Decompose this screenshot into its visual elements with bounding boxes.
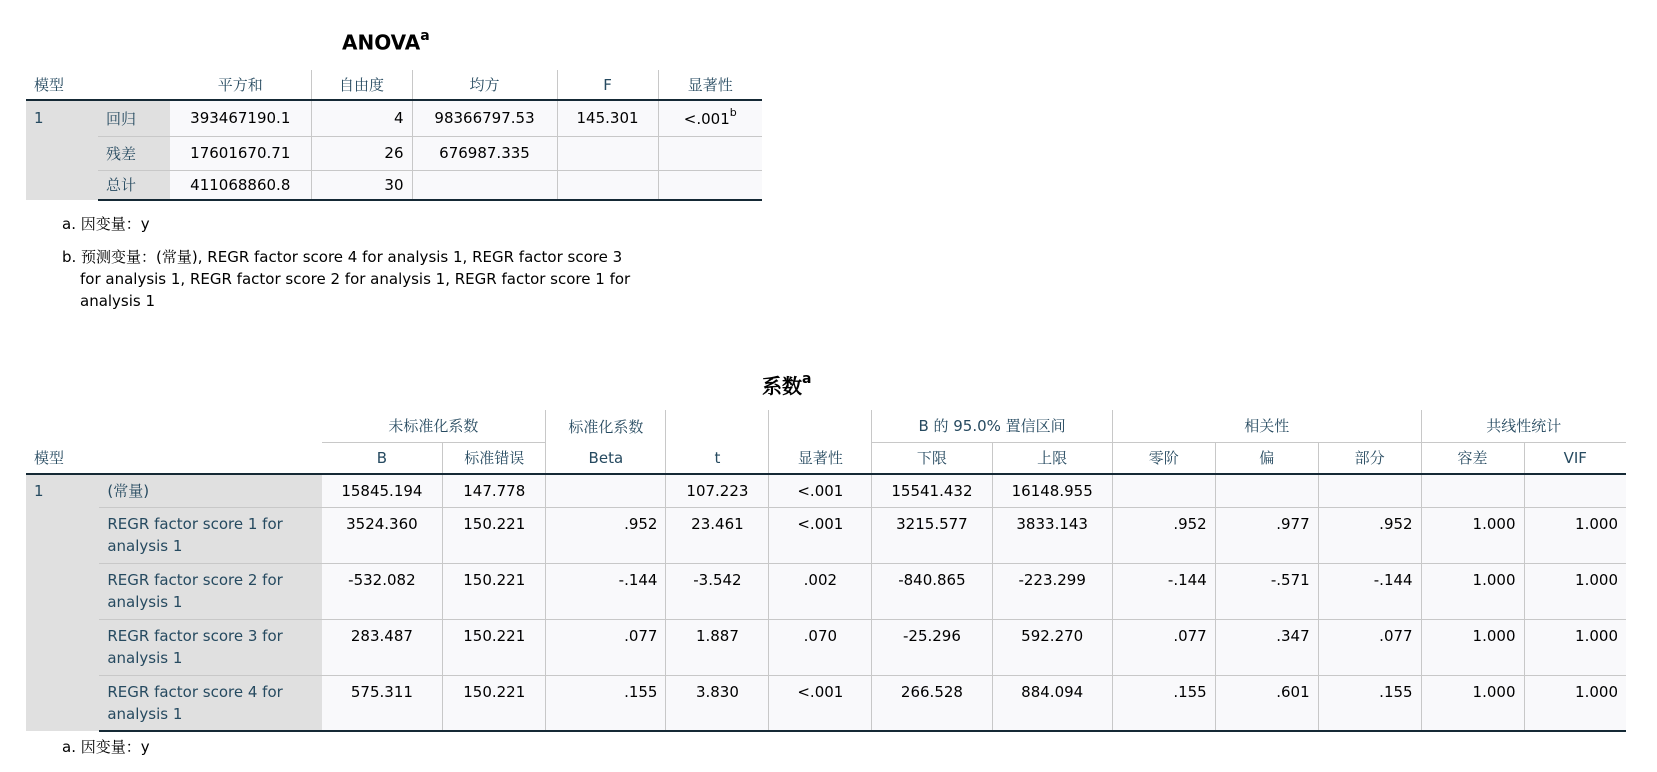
table-row bbox=[26, 170, 762, 200]
anova-title-text: ANOVA bbox=[342, 30, 421, 55]
cell-tol: 1.000 bbox=[1421, 619, 1524, 675]
cell-sig bbox=[658, 100, 762, 136]
coef-title-text: 系数 bbox=[762, 374, 802, 398]
anova-footnote-b-line2: for analysis 1, REGR factor score 2 for analysis 1, REGR factor score 1 for bbox=[80, 270, 631, 288]
cell-se: 150.221 bbox=[443, 675, 546, 731]
cell-se: 147.778 bbox=[443, 474, 546, 507]
row-label bbox=[99, 675, 321, 731]
cell-zero: .952 bbox=[1112, 507, 1215, 563]
table-row bbox=[26, 474, 1626, 507]
cell-zero: .155 bbox=[1112, 675, 1215, 731]
cell-t: 1.887 bbox=[666, 619, 769, 675]
coef-group-unstd: 未标准化系数 bbox=[388, 417, 479, 436]
anova-model-number: 1 bbox=[26, 100, 98, 200]
cell-partial: .347 bbox=[1215, 619, 1318, 675]
cell-beta: .952 bbox=[546, 507, 666, 563]
cell-lower: 3215.577 bbox=[872, 507, 992, 563]
cell-partial: .977 bbox=[1215, 507, 1318, 563]
coef-footnote-a: a. 因变量：y bbox=[62, 738, 150, 756]
coef-header-sig: 显著性 bbox=[769, 442, 872, 474]
anova-header-ss: 平方和 bbox=[217, 76, 263, 94]
cell-ss: 17601670.71 bbox=[170, 136, 311, 170]
cell-sig: .070 bbox=[769, 619, 872, 675]
anova-title-footnote: a bbox=[420, 28, 430, 44]
cell-vif: 1.000 bbox=[1524, 675, 1626, 731]
anova-footnote-a: a. 因变量：y bbox=[62, 215, 150, 233]
coef-header-vif: VIF bbox=[1524, 442, 1626, 474]
anova-table bbox=[26, 70, 762, 201]
cell-upper: 3833.143 bbox=[992, 507, 1112, 563]
coef-header-t: t bbox=[666, 442, 769, 474]
table-row bbox=[26, 563, 1626, 619]
cell-sig: .002 bbox=[769, 563, 872, 619]
cell-sig-footnote: b bbox=[729, 106, 737, 120]
cell-f bbox=[557, 136, 658, 170]
coef-group-empty bbox=[26, 410, 322, 442]
coef-group-collin: 共线性统计 bbox=[1421, 410, 1626, 442]
anova-header-f: F bbox=[557, 70, 658, 100]
coef-header-b: B bbox=[322, 442, 443, 474]
cell-b: -532.082 bbox=[322, 563, 443, 619]
coef-group-empty-sig bbox=[769, 410, 872, 442]
cell-b: 15845.194 bbox=[322, 474, 443, 507]
cell-se: 150.221 bbox=[443, 507, 546, 563]
coef-header-zero: 零阶 bbox=[1112, 442, 1215, 474]
row-label bbox=[99, 507, 321, 563]
cell-vif: 1.000 bbox=[1524, 507, 1626, 563]
coef-model-number: 1 bbox=[26, 474, 99, 731]
cell-ms bbox=[412, 170, 557, 200]
cell-partial: -.571 bbox=[1215, 563, 1318, 619]
anova-footnote-b-line1: b. 预测变量：(常量), REGR factor score 4 for analysis 1, REGR factor score 3 bbox=[62, 248, 623, 266]
cell-upper: -223.299 bbox=[992, 563, 1112, 619]
coef-group-header-row bbox=[26, 410, 1626, 442]
cell-part: .155 bbox=[1318, 675, 1421, 731]
row-label-line1: REGR factor score 3 for bbox=[107, 626, 283, 645]
table-row bbox=[26, 675, 1626, 731]
cell-beta bbox=[546, 474, 666, 507]
coef-header-partial: 偏 bbox=[1215, 442, 1318, 474]
cell-vif: 1.000 bbox=[1524, 619, 1626, 675]
row-label: 总计 bbox=[98, 170, 170, 200]
table-row bbox=[26, 507, 1626, 563]
table-row bbox=[26, 619, 1626, 675]
cell-upper: 884.094 bbox=[992, 675, 1112, 731]
cell-beta: -.144 bbox=[546, 563, 666, 619]
row-label-line2: analysis 1 bbox=[107, 592, 183, 611]
cell-upper: 592.270 bbox=[992, 619, 1112, 675]
coef-header-part: 部分 bbox=[1318, 442, 1421, 474]
coef-group-std: 标准化系数 bbox=[546, 410, 666, 442]
cell-df: 4 bbox=[311, 100, 412, 136]
cell-t: 107.223 bbox=[666, 474, 769, 507]
row-label-line2: analysis 1 bbox=[107, 704, 183, 723]
cell-t: -3.542 bbox=[666, 563, 769, 619]
cell-beta: .155 bbox=[546, 675, 666, 731]
cell-ms: 98366797.53 bbox=[412, 100, 557, 136]
row-label bbox=[99, 619, 321, 675]
cell-sig bbox=[658, 170, 762, 200]
row-label-line2: analysis 1 bbox=[107, 536, 183, 555]
cell-t: 23.461 bbox=[666, 507, 769, 563]
coef-group-ci: B 的 95.0% 置信区间 bbox=[872, 410, 1113, 442]
cell-sig: <.001 bbox=[769, 675, 872, 731]
cell-f bbox=[557, 170, 658, 200]
row-label: (常量) bbox=[99, 474, 321, 507]
cell-tol: 1.000 bbox=[1421, 675, 1524, 731]
cell-ms: 676987.335 bbox=[412, 136, 557, 170]
anova-title bbox=[342, 30, 430, 55]
coef-header-upper: 上限 bbox=[992, 442, 1112, 474]
anova-header-model: 模型 bbox=[34, 76, 65, 94]
coef-header-tol: 容差 bbox=[1421, 442, 1524, 474]
table-row bbox=[26, 136, 762, 170]
cell-sig-value: <.001 bbox=[683, 110, 730, 129]
cell-part: .077 bbox=[1318, 619, 1421, 675]
cell-ss: 411068860.8 bbox=[170, 170, 311, 200]
coef-header-lower: 下限 bbox=[872, 442, 992, 474]
cell-se: 150.221 bbox=[443, 619, 546, 675]
row-label-line1: REGR factor score 4 for bbox=[107, 682, 283, 701]
row-label bbox=[99, 563, 321, 619]
cell-zero: .077 bbox=[1112, 619, 1215, 675]
cell-zero: -.144 bbox=[1112, 563, 1215, 619]
cell-b: 283.487 bbox=[322, 619, 443, 675]
cell-se: 150.221 bbox=[443, 563, 546, 619]
cell-sig: <.001 bbox=[769, 474, 872, 507]
cell-b: 575.311 bbox=[322, 675, 443, 731]
cell-beta: .077 bbox=[546, 619, 666, 675]
cell-df: 30 bbox=[311, 170, 412, 200]
coef-title bbox=[762, 370, 811, 399]
coef-group-corr: 相关性 bbox=[1112, 410, 1421, 442]
coef-group-empty-t bbox=[666, 410, 769, 442]
row-label-line1: REGR factor score 2 for bbox=[107, 570, 283, 589]
anova-footnote-b bbox=[62, 246, 630, 312]
row-label: 残差 bbox=[98, 136, 170, 170]
cell-lower: -25.296 bbox=[872, 619, 992, 675]
coef-header-beta: Beta bbox=[546, 442, 666, 474]
cell-partial: .601 bbox=[1215, 675, 1318, 731]
cell-tol bbox=[1421, 474, 1524, 507]
anova-header-row bbox=[26, 70, 762, 100]
anova-footnote-b-line3: analysis 1 bbox=[80, 292, 156, 310]
cell-partial bbox=[1215, 474, 1318, 507]
cell-tol: 1.000 bbox=[1421, 507, 1524, 563]
cell-t: 3.830 bbox=[666, 675, 769, 731]
cell-ss: 393467190.1 bbox=[170, 100, 311, 136]
cell-sig: <.001 bbox=[769, 507, 872, 563]
coef-table bbox=[26, 410, 1626, 732]
cell-f: 145.301 bbox=[557, 100, 658, 136]
cell-b: 3524.360 bbox=[322, 507, 443, 563]
cell-lower: 15541.432 bbox=[872, 474, 992, 507]
cell-part: -.144 bbox=[1318, 563, 1421, 619]
cell-vif: 1.000 bbox=[1524, 563, 1626, 619]
coef-header-row bbox=[26, 442, 1626, 474]
cell-upper: 16148.955 bbox=[992, 474, 1112, 507]
anova-header-ms: 均方 bbox=[412, 70, 557, 100]
table-row bbox=[26, 100, 762, 136]
coef-title-footnote: a bbox=[802, 371, 812, 388]
cell-df: 26 bbox=[311, 136, 412, 170]
row-label-line2: analysis 1 bbox=[107, 648, 183, 667]
cell-part: .952 bbox=[1318, 507, 1421, 563]
cell-sig bbox=[658, 136, 762, 170]
anova-header-sig: 显著性 bbox=[658, 70, 762, 100]
cell-zero bbox=[1112, 474, 1215, 507]
row-label-line1: REGR factor score 1 for bbox=[107, 514, 283, 533]
cell-lower: -840.865 bbox=[872, 563, 992, 619]
row-label: 回归 bbox=[98, 100, 170, 136]
cell-lower: 266.528 bbox=[872, 675, 992, 731]
cell-vif bbox=[1524, 474, 1626, 507]
coef-header-se: 标准错误 bbox=[443, 442, 546, 474]
coef-header-model: 模型 bbox=[34, 449, 65, 467]
cell-tol: 1.000 bbox=[1421, 563, 1524, 619]
cell-part bbox=[1318, 474, 1421, 507]
anova-header-df: 自由度 bbox=[311, 70, 412, 100]
